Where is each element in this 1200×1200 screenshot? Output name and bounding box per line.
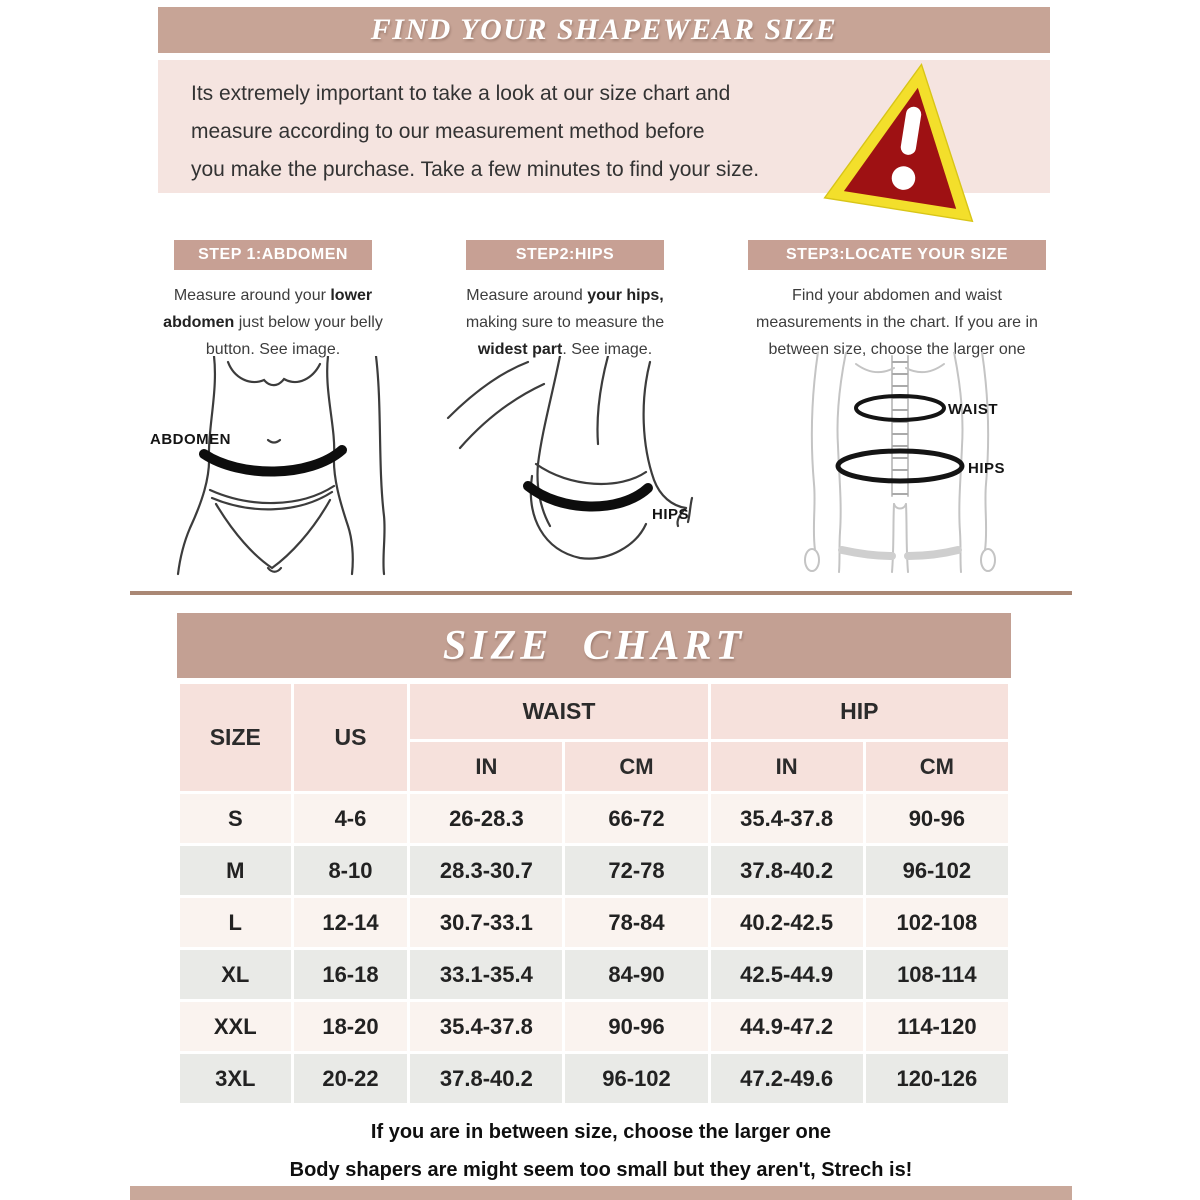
cell-waist-in: 26-28.3 [410, 794, 562, 843]
cell-waist-cm: 78-84 [565, 898, 707, 947]
step-2-text-2: making sure to measure the [465, 314, 665, 331]
step-3-description [738, 282, 1056, 363]
section-divider-line [130, 591, 1072, 595]
intro-line-3: you make the purchase. Take a few minutes to find your size. [191, 158, 760, 181]
cell-hip-in: 42.5-44.9 [711, 950, 863, 999]
left-thigh-band [842, 550, 892, 556]
hips-measure-band [528, 486, 648, 507]
cell-hip-in: 44.9-47.2 [711, 1002, 863, 1051]
cell-hip-cm: 114-120 [866, 1002, 1008, 1051]
abdomen-measure-band [204, 450, 342, 472]
cell-waist-in: 33.1-35.4 [410, 950, 562, 999]
cell-size: 3XL [180, 1054, 291, 1103]
size-chart-title: SIZE CHART [442, 622, 746, 669]
cell-size: XL [180, 950, 291, 999]
intro-line-2: measure according to our measurement method before [191, 120, 705, 143]
col-header-us: US [294, 684, 408, 791]
table-row-s [180, 794, 1008, 843]
intro-line-1: Its extremely important to take a look at our size chart and [191, 82, 731, 105]
cell-us: 12-14 [294, 898, 408, 947]
size-chart-table [177, 681, 1011, 1106]
cell-waist-in: 28.3-30.7 [410, 846, 562, 895]
step-3-text: Find your abdomen and waist measurements in the chart. If you are in between size, choose the larger one [756, 287, 1038, 358]
step-2-header: STEP2:HIPS [466, 240, 664, 270]
waist-measure-ellipse [856, 396, 944, 420]
cell-waist-cm: 72-78 [565, 846, 707, 895]
hips-measure-ellipse [838, 451, 962, 481]
col-header-hip-in: IN [711, 742, 863, 791]
cell-hip-cm: 96-102 [866, 846, 1008, 895]
cell-hip-cm: 120-126 [866, 1054, 1008, 1103]
top-banner [158, 7, 1050, 53]
step-2-bold-text: your hips, [587, 287, 664, 304]
footer-note-1: If you are in between size, choose the larger one [370, 1121, 832, 1143]
table-row-xxl [180, 1002, 1008, 1051]
step-1-header: STEP 1:ABDOMEN [174, 240, 372, 270]
waist-label: WAIST [948, 401, 998, 418]
cell-us: 20-22 [294, 1054, 408, 1103]
hips-label: HIPS [652, 506, 690, 523]
cell-hip-cm: 90-96 [866, 794, 1008, 843]
step-1-section [148, 240, 398, 363]
hips-label-2: HIPS [968, 460, 1006, 477]
cell-hip-in: 40.2-42.5 [711, 898, 863, 947]
step-2-bold-text-2: widest part [477, 341, 563, 358]
size-chart-panel [177, 613, 1011, 1106]
size-chart-title-bar [177, 613, 1011, 678]
hook-eye-closure [892, 362, 908, 494]
cell-size: L [180, 898, 291, 947]
col-header-hip: HIP [711, 684, 1008, 739]
abdomen-figure-illustration [150, 356, 410, 576]
cell-us: 16-18 [294, 950, 408, 999]
cell-waist-cm: 66-72 [565, 794, 707, 843]
cell-size: XXL [180, 1002, 291, 1051]
cell-waist-in: 37.8-40.2 [410, 1054, 562, 1103]
cell-waist-cm: 90-96 [565, 1002, 707, 1051]
table-row-l [180, 898, 1008, 947]
cell-hip-in: 35.4-37.8 [711, 794, 863, 843]
step-3-header: STEP3:LOCATE YOUR SIZE [748, 240, 1046, 270]
col-header-size: SIZE [180, 684, 291, 791]
cell-size: S [180, 794, 291, 843]
cell-waist-cm: 84-90 [565, 950, 707, 999]
cell-waist-in: 35.4-37.8 [410, 1002, 562, 1051]
warning-triangle-icon [815, 46, 1006, 228]
cell-hip-in: 47.2-49.6 [711, 1054, 863, 1103]
abdomen-label: ABDOMEN [150, 431, 231, 448]
table-row-xl [180, 950, 1008, 999]
cell-us: 8-10 [294, 846, 408, 895]
cell-hip-cm: 108-114 [866, 950, 1008, 999]
step-2-text-3: . See image. [562, 341, 653, 358]
locate-size-figure-illustration [790, 352, 1070, 577]
step-2-text: Measure around [466, 287, 588, 304]
cell-hip-cm: 102-108 [866, 898, 1008, 947]
step-1-bold-text: lower abdomen [163, 287, 373, 331]
bottom-accent-bar [130, 1186, 1072, 1200]
cell-hip-in: 37.8-40.2 [711, 846, 863, 895]
step-1-description [148, 282, 398, 363]
cell-us: 4-6 [294, 794, 408, 843]
step-1-text: Measure around your [173, 287, 331, 304]
col-header-waist-in: IN [410, 742, 562, 791]
col-header-waist-cm: CM [565, 742, 707, 791]
cell-waist-in: 30.7-33.1 [410, 898, 562, 947]
step-1-text-2: just below your belly button. See image. [205, 314, 383, 358]
step-2-description [440, 282, 690, 363]
hips-figure-illustration [440, 356, 700, 576]
col-header-waist: WAIST [410, 684, 707, 739]
table-row-m [180, 846, 1008, 895]
col-header-hip-cm: CM [866, 742, 1008, 791]
cell-size: M [180, 846, 291, 895]
cell-waist-cm: 96-102 [565, 1054, 707, 1103]
table-row-3xl [180, 1054, 1008, 1103]
step-2-section [440, 240, 690, 363]
cell-us: 18-20 [294, 1002, 408, 1051]
step-3-section [738, 240, 1056, 363]
right-thigh-band [908, 550, 958, 556]
footer-note-2: Body shapers are might seem too small but they aren't, Strech is! [289, 1159, 913, 1181]
page-title: FIND YOUR SHAPEWEAR SIZE [370, 13, 838, 46]
